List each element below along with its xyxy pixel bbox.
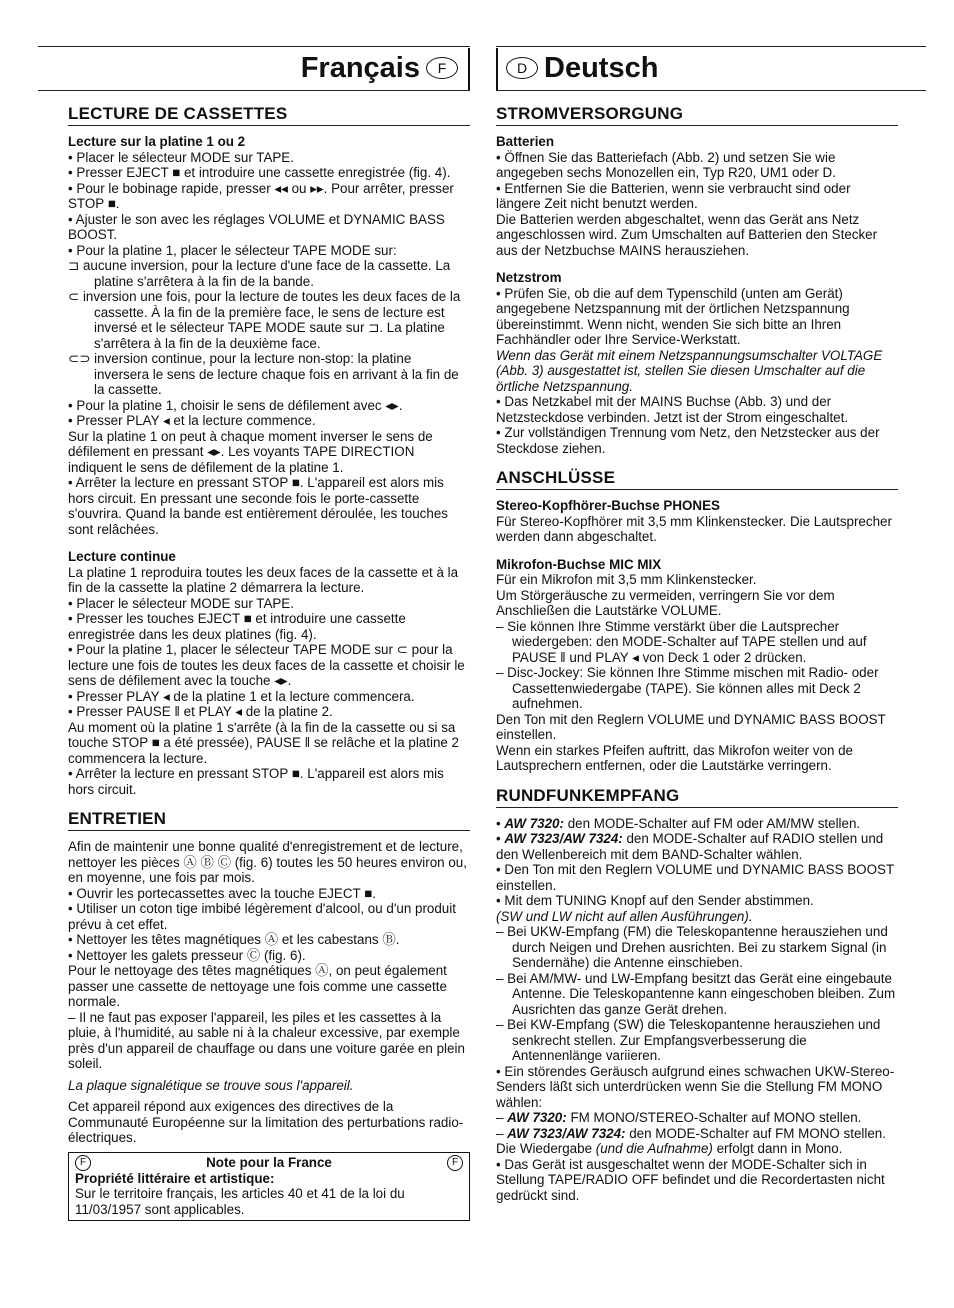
german-content xyxy=(496,104,898,1203)
paragraph: Au moment où la platine 1 s'arrête (à la fin de la cassette ou si sa touche STOP ■ a été pressée), PAUSE ǁ se relâche et la platine 2 commencera la lecture. xyxy=(68,719,460,766)
paragraph: Die Batterien werden abgeschaltet, wenn das Gerät ans Netz angeschlossen wird. Zum Umschalten auf Batterien den Stecker aus der Netzbuchse MAINS herausziehen. xyxy=(496,211,878,258)
paragraph: Afin de maintenir une bonne qualité d'enregistrement et de lecture, nettoyer les pièces Ⓐ Ⓑ Ⓒ (fig. 6) toutes les 50 heures environ ou, en moyenne, une fois par mois. xyxy=(68,839,467,885)
italic-note: La plaque signalétique se trouve sous l'appareil. xyxy=(68,1077,354,1093)
header-rule xyxy=(38,90,470,91)
italic-note: Wenn das Gerät mit einem Netzspannungsumschalter VOLTAGE (Abb. 3) ausgestattet ist, stellen Sie diesen Umschalter auf die örtliche Netzspannung. xyxy=(496,347,883,394)
paragraph: La platine 1 reproduira toutes les deux faces de la cassette et à la fin de la cassette la platine 2 démarrera la lecture. xyxy=(68,564,459,595)
paragraph: • Presser PLAY ◂ de la platine 1 et la lecture commencera. xyxy=(68,688,415,704)
paragraph: • Pour la platine 1, placer le sélecteur TAPE MODE sur ⊂ pour la lecture une fois de toutes les deux faces de la cassette et choisir le sens de défilement avec la touche ◂▸. xyxy=(68,642,465,688)
top-rule xyxy=(496,46,926,47)
paragraph: • Nettoyer les galets presseur Ⓒ (fig. 6). xyxy=(68,947,306,963)
german-header xyxy=(496,48,898,90)
french-content xyxy=(68,104,470,1221)
paragraph: • Presser EJECT ■ et introduire une cassette enregistrée (fig. 4). xyxy=(68,165,451,180)
paragraph: • Placer le sélecteur MODE sur TAPE. xyxy=(68,595,294,611)
subsection-title: Lecture sur la platine 1 ou 2 xyxy=(68,134,246,149)
france-note-box xyxy=(68,1152,470,1222)
paragraph: • Presser PLAY ◂ et la lecture commence. xyxy=(68,413,316,428)
note-subtitle: Propriété littéraire et artistique: xyxy=(75,1170,275,1186)
paragraph: – Il ne faut pas exposer l'appareil, les piles et les cassettes à la pluie, à l'humidité, au sable ni à la chaleur excessive, par exemple près d'un appareil de chauffage ou dans une voiture garée en plein soleil. xyxy=(68,1009,465,1071)
section-title: ENTRETIEN xyxy=(68,809,470,831)
paragraph: • Prüfen Sie, ob die auf dem Typenschild (unten am Gerät) angegebene Netzspannung mit der örtlichen Netzspannung übereinstimmt. Wenn nicht, wenden Sie sich bitte an Ihren Fachhändler oder Ihre Service-Werkstatt. xyxy=(496,285,850,347)
paragraph: Pour le nettoyage des têtes magnétiques Ⓐ, on peut également passer une cassette de nettoyage une fois comme une cassette normale. xyxy=(68,963,447,1009)
paragraph: Für Stereo-Kopfhörer mit 3,5 mm Klinkenstecker. Die Lautsprecher werden dann abgeschaltet. xyxy=(496,513,892,544)
italic-note: (SW und LW nicht auf allen Ausführungen). xyxy=(496,908,753,924)
dash-item: – Disc-Jockey: Sie können Ihre Stimme mischen mit Radio- oder Cassettenwiedergabe (TAPE). Sie können alles mit Deck 2 aufnehmen. xyxy=(496,665,879,711)
page-title: Deutsch xyxy=(544,52,659,84)
paragraph: • Den Ton mit den Reglern VOLUME und DYNAMIC BASS BOOST einstellen. xyxy=(496,862,894,893)
mode-item: ⊐ aucune inversion, pour la lecture d'une face de la cassette. La platine s'arrêtera à la fin de la bande. xyxy=(68,258,451,289)
paragraph: Die Wiedergabe (und die Aufnahme) erfolgt dann in Mono. xyxy=(496,1141,843,1156)
note-text: Sur le territoire français, les articles 40 et 41 de la loi du 11/03/1957 sont applicables. xyxy=(75,1186,405,1217)
dash-item: – AW 7320: FM MONO/STEREO-Schalter auf MONO stellen. xyxy=(496,1110,862,1125)
paragraph: • Utiliser un coton tige imbibé légèrement d'alcool, ou d'un produit prévu à cet effet. xyxy=(68,901,456,932)
subsection-title: Lecture continue xyxy=(68,549,176,564)
paragraph: Sur la platine 1 on peut à chaque moment inverser le sens de défilement en pressant ◂▸. Les voyants TAPE DIRECTION indiquent le sens de défilement de la platine 1. xyxy=(68,428,433,475)
paragraph: • Ein störendes Geräusch aufgrund eines schwachen UKW-Stereo-Senders läßt sich unterdrücken wenn Sie die Stellung FM MONO wählen: xyxy=(496,1063,895,1110)
paragraph: • Nettoyer les têtes magnétiques Ⓐ et les cabestans Ⓑ. xyxy=(68,932,400,947)
mode-item: ⊂ inversion une fois, pour la lecture de toutes les deux faces de la cassette. À la fin de la première face, le sens de lecture est inversé et le sélecteur TAPE MODE saute sur ⊐. La platine s'arrêtera à la fin de la deuxième face. xyxy=(68,289,461,351)
header-rule xyxy=(496,90,926,91)
page-title: Français xyxy=(300,52,420,84)
paragraph: • Pour la platine 1, choisir le sens de défilement avec ◂▸. xyxy=(68,397,403,413)
paragraph: • Zur vollständigen Trennung vom Netz, den Netzstecker aus der Steckdose ziehen. xyxy=(496,425,880,456)
section-title: ANSCHLÜSSE xyxy=(496,468,898,490)
subsection-title: Netzstrom xyxy=(496,270,562,285)
paragraph: • Das Gerät ist ausgeschaltet wenn der MODE-Schalter sich in Stellung TAPE/RADIO OFF befindet und die Recordertasten nicht gedrückt sind. xyxy=(496,1156,885,1203)
paragraph: Für ein Mikrofon mit 3,5 mm Klinkenstecker. xyxy=(496,572,757,587)
mode-item: ⊂⊃ inversion continue, pour la lecture non-stop: la platine inversera le sens de lecture chaque fois en arrivant à la fin de la cassette. xyxy=(68,351,459,397)
paragraph: • Pour la platine 1, placer le sélecteur TAPE MODE sur: xyxy=(68,242,397,258)
dash-item: – AW 7323/AW 7324: den MODE-Schalter auf FM MONO stellen. xyxy=(496,1125,886,1141)
model-label: AW 7320: xyxy=(507,1110,567,1125)
paragraph: • Das Netzkabel mit der MAINS Buchse (Abb. 3) und der Netzsteckdose verbinden. Jetzt ist der Strom eingeschaltet. xyxy=(496,394,849,425)
language-badge-icon: F xyxy=(426,57,458,79)
model-label: AW 7323/AW 7324: xyxy=(504,831,623,846)
subsection-title: Batterien xyxy=(496,134,555,149)
paragraph: • Ouvrir les portecassettes avec la touche EJECT ■. xyxy=(68,885,376,901)
paragraph: Wenn ein starkes Pfeifen auftritt, das Mikrofon weiter von de Lautsprechern entfernen, oder die Lautstärke verringern. xyxy=(496,742,854,773)
dash-item: – Bei UKW-Empfang (FM) die Teleskopantenne herausziehen und durch Neigen und Drehen ausrichten. Bei zu starkem Signal (in Sendernähe) die Antenne einschieben. xyxy=(496,924,888,970)
section-title: STROMVERSORGUNG xyxy=(496,104,898,126)
model-label: AW 7320: xyxy=(504,815,564,831)
subsection-title: Stereo-Kopfhörer-Buchse PHONES xyxy=(496,498,720,513)
paragraph: • Placer le sélecteur MODE sur TAPE. xyxy=(68,149,294,165)
dash-item: – Bei AM/MW- und LW-Empfang besitzt das Gerät eine eingebaute Antenne. Die Teleskopantenne kann eingeschoben bleiben. Zum Ausrichten das ganze Gerät drehen. xyxy=(496,970,896,1017)
language-badge-icon: F xyxy=(447,1155,463,1171)
paragraph: Um Störgeräusche zu vermeiden, verringern Sie vor dem Anschließen die Lautstärke VOLUME. xyxy=(496,587,835,618)
paragraph: • AW 7323/AW 7324: den MODE-Schalter auf RADIO stellen und den Wellenbereich mit dem BAND-Schalter wählen. xyxy=(496,831,884,862)
paragraph: Den Ton mit den Reglern VOLUME und DYNAMIC BASS BOOST einstellen. xyxy=(496,711,886,742)
subsection-title: Mikrofon-Buchse MIC MIX xyxy=(496,556,662,572)
language-badge-icon: F xyxy=(75,1155,91,1171)
paragraph: Cet appareil répond aux exigences des directives de la Communauté Européenne sur la limitation des perturbations radio-électriques. xyxy=(68,1099,464,1145)
language-badge-icon: D xyxy=(506,57,538,79)
top-rule xyxy=(38,46,470,47)
paragraph: • Öffnen Sie das Batteriefach (Abb. 2) und setzen Sie wie angegeben sechs Monozellen ein, Typ R20, UM1 oder D. xyxy=(496,149,836,180)
section-title: RUNDFUNKEMPFANG xyxy=(496,786,898,808)
note-title: Note pour la France xyxy=(206,1154,332,1170)
model-label: AW 7323/AW 7324: xyxy=(507,1125,626,1141)
paragraph: • Mit dem TUNING Knopf auf den Sender abstimmen. xyxy=(496,893,814,908)
paragraph: • Arrêter la lecture en pressant STOP ■. L'appareil est alors mis hors circuit. En pressant une seconde fois le porte-cassette s'ouvrira. Quand la bande est entièrement déroulée, les touches sont relâchées. xyxy=(68,475,448,537)
dash-item: – Bei KW-Empfang (SW) die Teleskopantenne herausziehen und senkrecht stellen. Zur Empfangsverbesserung die Antennenlänge variieren. xyxy=(496,1017,881,1063)
section-title: LECTURE DE CASSETTES xyxy=(68,104,470,126)
paragraph: • Entfernen Sie die Batterien, wenn sie verbraucht sind oder längere Zeit nicht benutzt werden. xyxy=(496,180,851,211)
paragraph: • Ajuster le son avec les réglages VOLUME et DYNAMIC BASS BOOST. xyxy=(68,211,445,242)
paragraph: • Presser les touches EJECT ■ et introduire une cassette enregistrée dans les deux platines (fig. 4). xyxy=(68,611,406,642)
paragraph: • AW 7320: den MODE-Schalter auf FM oder AM/MW stellen. xyxy=(496,815,861,831)
paragraph: • Pour le bobinage rapide, presser ◂◂ ou ▸▸. Pour arrêter, presser STOP ■. xyxy=(68,180,454,211)
paragraph: • Presser PAUSE ǁ et PLAY ◂ de la platine 2. xyxy=(68,704,333,719)
french-header xyxy=(38,48,470,90)
paragraph: • Arrêter la lecture en pressant STOP ■. L'appareil est alors mis hors circuit. xyxy=(68,766,444,797)
dash-item: – Sie können Ihre Stimme verstärkt über die Lautsprecher wiedergeben: den MODE-Schalter auf TAPE stellen und auf PAUSE ǁ und PLAY ◂ von Deck 1 oder 2 drücken. xyxy=(496,618,867,665)
